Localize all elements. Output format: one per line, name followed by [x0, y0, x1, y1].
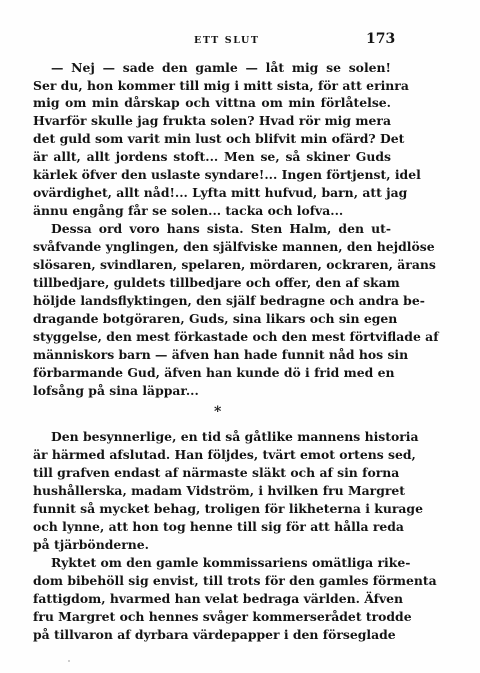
text-line: till grafven endast af närmaste släkt och af sin forna [33, 465, 400, 480]
text-line: det guld som varit min lust och blifvit min ofärd? Det [33, 131, 405, 146]
section-separator: * [214, 404, 222, 420]
text-line: dom bibehöll sig envist, till trots för den gamles förmenta [33, 573, 437, 588]
text-line: funnit så mycket behag, troligen för likheterna i kurage [33, 501, 423, 516]
text-line: på tjärbönderne. [33, 537, 149, 552]
text-line: fattigdom, hvarmed han velat bedraga världen. Äfven [33, 591, 404, 606]
running-title: ETT SLUT [194, 35, 260, 46]
text-line: tillbedjare, guldets tillbedjare och offer, den af skam [33, 275, 400, 290]
text-line: ovärdighet, allt nåd!... Lyfta mitt hufvud, barn, att jag [33, 185, 408, 200]
paper-speck [68, 660, 70, 662]
text-line: hushållerska, madam Vidström, i hvilken fru Margret [33, 483, 406, 498]
text-line: på tillvaron af dyrbara värdepapper i den förseglade [33, 627, 396, 642]
text-line: dragande botgöraren, Guds, sina likars och sin egen [33, 311, 398, 326]
text-line: ännu engång får se solen... tacka och lofva... [33, 203, 344, 218]
text-line: förbarmande Gud, äfven han kunde dö i frid med en [33, 365, 395, 380]
text-line: människors barn — äfven han hade funnit nåd hos sin [33, 347, 409, 362]
text-line: Den besynnerlige, en tid så gåtlike mannens historia [51, 429, 419, 444]
text-line: fru Margret och hennes svåger kommerserådet trodde [33, 609, 412, 624]
text-line: är härmed afslutad. Han följdes, tvärt emot ortens sed, [33, 447, 416, 462]
text-line: Ryktet om den gamle kommissariens omätliga rike- [51, 555, 411, 570]
text-line: höljde landsflyktingen, den själf bedragne och andra be- [33, 293, 425, 308]
text-line: Dessa ord voro hans sista. Sten Halm, den ut- [51, 221, 391, 236]
text-line: Hvarför skulle jag frukta solen? Hvad rör mig mera [33, 113, 391, 128]
text-line: svåfvande ynglingen, den själfviske mannen, den hejdlöse [33, 239, 435, 254]
text-line: slösaren, svindlaren, spelaren, mördaren, ockraren, ärans [33, 257, 436, 272]
text-line: styggelse, den mest förkastade och den mest förtviflade af [33, 329, 439, 344]
text-line: — Nej — sade den gamle — låt mig se solen! [51, 60, 391, 75]
text-line: lofsång på sina läppar... [33, 383, 199, 398]
text-line: Ser du, hon kommer till mig i mitt sista, för att erinra [33, 78, 409, 93]
text-line: är allt, allt jordens stoft... Men se, så skiner Guds [33, 149, 391, 164]
text-line: och lynne, att hon tog henne till sig för att hålla reda [33, 519, 404, 534]
text-line: mig om min dårskap och vittna om min förlåtelse. [33, 95, 391, 110]
page-number: 173 [366, 31, 396, 47]
text-line: kärlek öfver den uslaste syndare!... Ingen förtjenst, idel [33, 167, 421, 182]
